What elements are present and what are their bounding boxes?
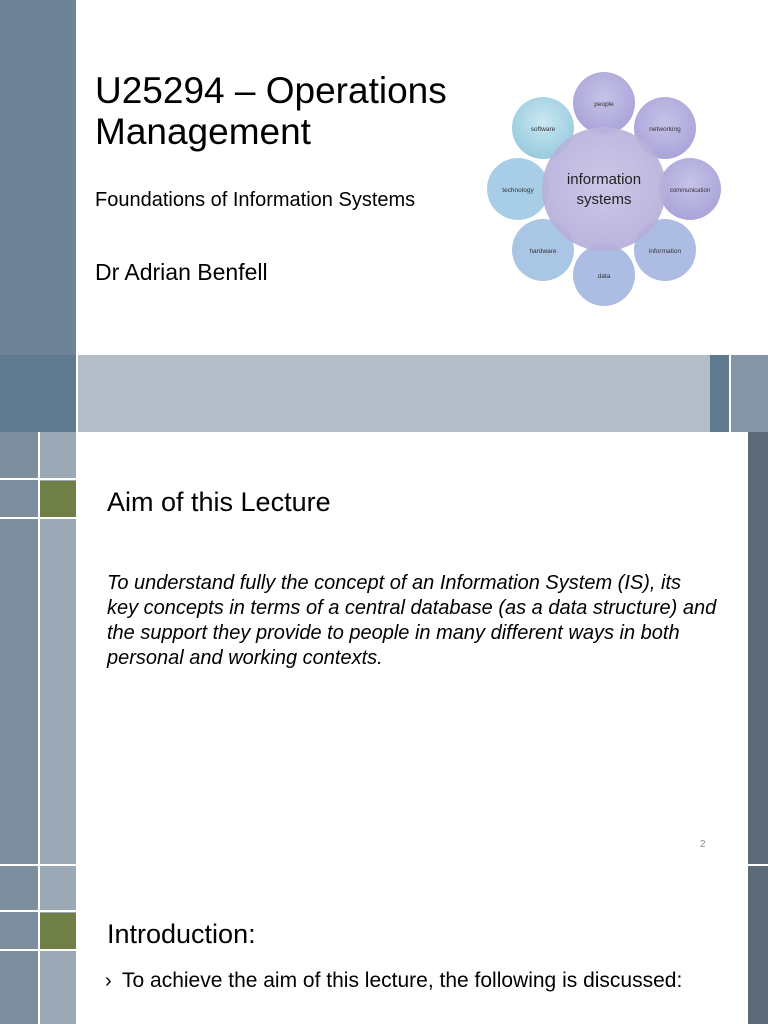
slide3-sidebar-rule-bottom xyxy=(0,949,76,951)
title-slide-sidebar xyxy=(0,0,76,355)
slide3-accent-square xyxy=(40,913,76,949)
center-label-line-2: systems xyxy=(576,191,632,208)
slide-heading: Introduction: xyxy=(107,919,256,949)
divider-right-block xyxy=(731,355,768,432)
node-label-communication: communication xyxy=(669,188,711,194)
slide3-sidebar-rule-top xyxy=(0,910,76,912)
node-label-data: data xyxy=(597,273,611,280)
slide2-sidebar-rule-top xyxy=(0,478,76,480)
bullet-text: To achieve the aim of this lecture, the following is discussed: xyxy=(122,969,683,992)
slide-heading: Aim of this Lecture xyxy=(107,487,331,517)
slide-title-line-1: U25294 – Operations xyxy=(95,70,447,111)
center-label-line-1: information xyxy=(566,171,642,188)
node-label-people: people xyxy=(594,101,614,108)
node-label-networking: networking xyxy=(649,126,681,133)
slide2-sidebar-rule-bottom xyxy=(0,517,76,519)
information-systems-diagram xyxy=(480,66,730,316)
divider-dark-stripe xyxy=(710,355,729,432)
node-label-technology: technology xyxy=(502,187,534,194)
bullet-marker: › xyxy=(105,970,112,992)
node-label-hardware: hardware xyxy=(529,248,557,255)
slide3-sidebar-outer xyxy=(0,866,38,1024)
center-node xyxy=(542,127,666,251)
divider-band xyxy=(78,355,710,432)
slide-title-line-2: Management xyxy=(95,111,311,152)
node-label-information: information xyxy=(648,248,682,255)
node-label-software: software xyxy=(530,126,556,133)
slide2-right-bar xyxy=(748,432,768,864)
slide2-sidebar-outer xyxy=(0,432,38,864)
divider-left-block xyxy=(0,355,76,432)
page-number: 2 xyxy=(700,839,706,850)
slide3-right-bar xyxy=(748,866,768,1024)
slide-title xyxy=(95,70,475,152)
slide-subtitle: Foundations of Information Systems xyxy=(95,189,416,211)
slide-author: Dr Adrian Benfell xyxy=(95,259,268,285)
slide-gap xyxy=(0,864,768,866)
slide-body-text: To understand fully the concept of an Information System (IS), its key concepts in terms of a central database (as a data structure) and the support they provide to people in many different ways in both personal and working contexts. xyxy=(107,572,717,669)
slide2-accent-square xyxy=(40,481,76,517)
